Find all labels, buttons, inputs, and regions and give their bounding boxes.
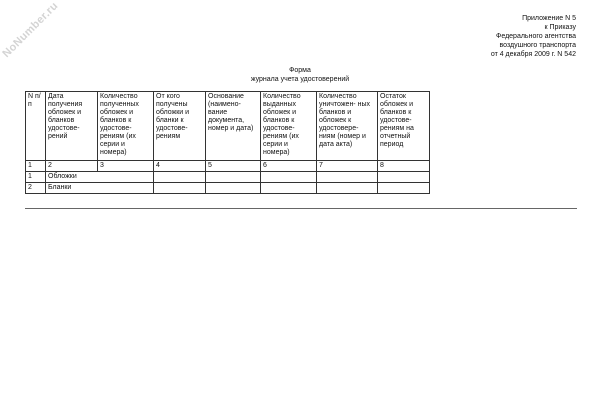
header-cell: Основание (наимено- вание документа, номер и дата): [206, 92, 261, 161]
appendix-line: от 4 декабря 2009 г. N 542: [490, 51, 576, 58]
table-cell: [206, 183, 261, 194]
form-label: Форма: [289, 67, 311, 74]
appendix-line: к Приказу: [544, 24, 576, 31]
journal-table: [25, 91, 430, 194]
table-cell: [154, 172, 206, 183]
table-cell: [261, 172, 317, 183]
table-cell: [317, 172, 378, 183]
header-cell: Остаток обложек и бланков к удостове- рениям на отчетный период: [378, 92, 430, 161]
column-number-cell: 3: [98, 161, 154, 172]
header-row: [26, 92, 430, 161]
row-number-cell: 1: [26, 172, 46, 183]
header-cell: N п/п: [26, 92, 46, 161]
table-cell: [378, 172, 430, 183]
column-number-cell: 5: [206, 161, 261, 172]
header-cell: Количество выданных обложек и бланков к удостове- рениям (их серии и номера): [261, 92, 317, 161]
table-cell: [154, 183, 206, 194]
appendix-line: Федерального агентства: [496, 33, 576, 40]
column-number-cell: 2: [46, 161, 98, 172]
column-number-cell: 7: [317, 161, 378, 172]
table-row: [26, 183, 430, 194]
table-cell: [317, 183, 378, 194]
table-cell: [206, 172, 261, 183]
header-cell: Количество уничтожен- ных бланков и обложек к удостовере- ниям (номер и дата акта): [317, 92, 378, 161]
form-title: [0, 66, 600, 84]
divider-line: [25, 208, 577, 209]
row-label-cell: Обложки: [46, 172, 154, 183]
appendix-reference: [491, 14, 576, 59]
row-number-cell: 2: [26, 183, 46, 194]
form-name: журнала учета удостоверений: [250, 76, 350, 83]
table-cell: [378, 183, 430, 194]
table-cell: [261, 183, 317, 194]
header-cell: От кого получены обложки и бланки к удостове- рениям: [154, 92, 206, 161]
header-cell: Количество полученных обложек и бланков к удостове- рениям (их серии и номера): [98, 92, 154, 161]
appendix-line: воздушного транспорта: [499, 42, 576, 49]
watermark: NoNumber.ru: [0, 0, 61, 61]
column-number-cell: 1: [26, 161, 46, 172]
table-row: [26, 172, 430, 183]
column-number-cell: 8: [378, 161, 430, 172]
header-cell: Дата получения обложек и бланков удостове- рений: [46, 92, 98, 161]
column-number-cell: 6: [261, 161, 317, 172]
appendix-line: Приложение N 5: [522, 15, 576, 22]
column-number-row: [26, 161, 430, 172]
column-number-cell: 4: [154, 161, 206, 172]
row-label-cell: Бланки: [46, 183, 154, 194]
